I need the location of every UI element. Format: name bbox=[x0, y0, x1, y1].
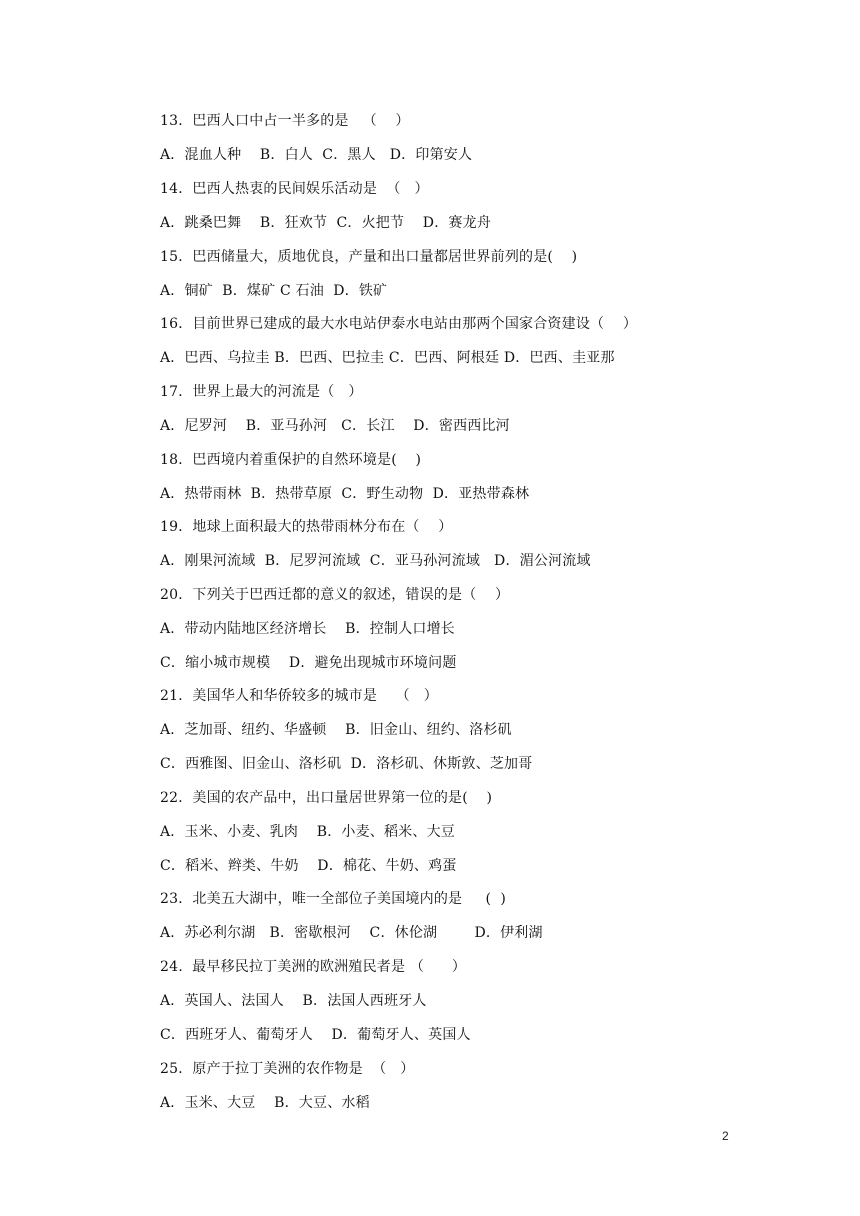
options-14: A．跳桑巴舞 B．狂欢节 C．火把节 D．赛龙舟 bbox=[160, 215, 492, 231]
options-20-row-1: A．带动内陆地区经济增长 B．控制人口增长 bbox=[160, 621, 455, 637]
options-24-row-2: C．西班牙人、葡萄牙人 D．葡萄牙人、英国人 bbox=[160, 1027, 471, 1043]
options-24-row-1: A．英国人、法国人 B．法国人西班牙人 bbox=[160, 993, 427, 1009]
question-16: 16．目前世界已建成的最大水电站伊泰水电站由那两个国家合资建设（ ） bbox=[160, 316, 638, 332]
question-14: 14．巴西人热衷的民间娱乐活动是 （ ） bbox=[160, 181, 429, 197]
options-13: A．混血人种 B．白人 C．黑人 D．印第安人 bbox=[160, 147, 473, 163]
page-number: 2 bbox=[722, 1129, 729, 1143]
options-21-row-2: C．西雅图、旧金山、洛杉矶 D．洛杉矶、休斯敦、芝加哥 bbox=[160, 756, 533, 772]
question-25: 25．原产于拉丁美洲的农作物是 （ ） bbox=[160, 1061, 415, 1077]
options-17: A．尼罗河 B．亚马孙河 C．长江 D．密西西比河 bbox=[160, 418, 510, 434]
options-15: A．铜矿 B．煤矿 C 石油 D．铁矿 bbox=[160, 283, 388, 299]
options-23: A．苏必利尔湖 B．密歇根河 C．休伦湖 D．伊利湖 bbox=[160, 925, 543, 941]
question-18: 18．巴西境内着重保护的自然环境是( ) bbox=[160, 452, 422, 468]
options-18: A．热带雨林 B．热带草原 C．野生动物 D．亚热带森林 bbox=[160, 486, 530, 502]
options-20-row-2: C．缩小城市规模 D．避免出现城市环境问题 bbox=[160, 655, 457, 671]
options-25: A．玉米、大豆 B．大豆、水稻 bbox=[160, 1095, 370, 1111]
options-22-row-2: C．稻米、辫类、牛奶 D．棉花、牛奶、鸡蛋 bbox=[160, 858, 457, 874]
question-22: 22．美国的农产品中，出口量居世界第一位的是( ) bbox=[160, 790, 493, 806]
options-22-row-1: A．玉米、小麦、乳肉 B．小麦、稻米、大豆 bbox=[160, 824, 455, 840]
question-21: 21．美国华人和华侨较多的城市是 （ ） bbox=[160, 688, 438, 704]
options-16: A．巴西、乌拉圭 B．巴西、巴拉圭 C．巴西、阿根廷 D．巴西、圭亚那 bbox=[160, 350, 615, 366]
question-13: 13．巴西人口中占一半多的是 （ ） bbox=[160, 113, 410, 129]
question-23: 23．北美五大湖中，唯一全部位子美国境内的是 ( ) bbox=[160, 891, 507, 907]
question-20: 20．下列关于巴西迁都的意义的叙述，错误的是（ ） bbox=[160, 587, 510, 603]
question-19: 19．地球上面积最大的热带雨林分布在（ ） bbox=[160, 519, 453, 535]
options-19: A．刚果河流域 B．尼罗河流域 C．亚马孙河流域 D．湄公河流域 bbox=[160, 553, 591, 569]
question-15: 15．巴西储量大，质地优良，产量和出口量都居世界前列的是( ) bbox=[160, 249, 578, 265]
question-17: 17．世界上最大的河流是（ ） bbox=[160, 384, 363, 400]
question-24: 24. 最早移民拉丁美洲的欧洲殖民者是 （ ） bbox=[160, 959, 467, 975]
options-21-row-1: A．芝加哥、纽约、华盛顿 B．旧金山、纽约、洛杉矶 bbox=[160, 722, 512, 738]
